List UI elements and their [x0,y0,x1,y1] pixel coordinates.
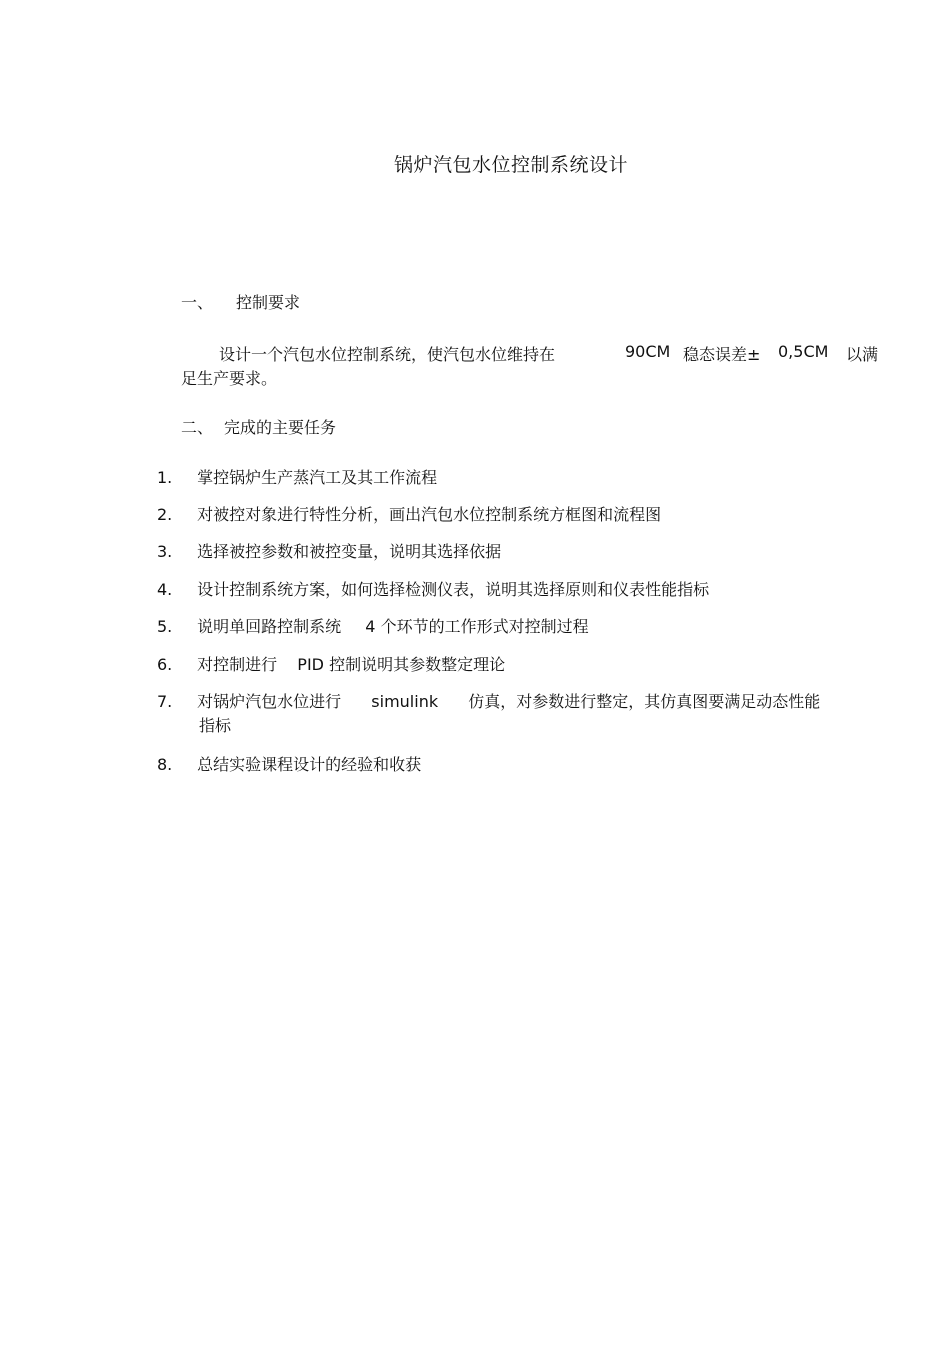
list-item-text: 对锅炉汽包水位进行 [197,692,342,711]
document-title: 锅炉汽包水位控制系统设计 [393,154,628,176]
list-item-text: 选择被控参数和被控变量，说明其选择依据 [197,542,502,561]
list-item-text: 对被控对象进行特性分析，画出汽包水位控制系统方框图和流程图 [197,505,662,524]
list-item [157,652,505,675]
list-item-index: 6. [157,655,173,674]
section-2-heading: 完成的主要任务 [224,418,337,437]
list-item-index: 1. [157,468,173,487]
list-item-text: PID 控制说明其参数整定理论 [297,655,506,674]
list-item [157,539,501,562]
list-item-text: 设计控制系统方案，如何选择检测仪表，说明其选择原则和仪表性能指标 [197,580,710,599]
list-item-index: 2. [157,505,173,524]
list-item-text: 掌控锅炉生产蒸汽工及其工作流程 [197,468,438,487]
list-item-index: 3. [157,542,173,561]
list-item-index: 8. [157,755,173,774]
list-item-text: 说明单回路控制系统 [197,617,342,636]
list-item [157,502,661,525]
list-item-index: 4. [157,580,173,599]
list-item-text: 对控制进行 [197,655,278,674]
list-item-text: 总结实验课程设计的经验和收获 [197,755,422,774]
list-item-index: 5. [157,617,173,636]
list-item-text: simulink [371,692,439,711]
section-1-paragraph-line2: 足生产要求。 [181,369,278,388]
section-1-paragraph-line1-b: 90CM [625,342,671,361]
list-item-index: 7. [157,692,173,711]
section-1-number: 一、 [181,293,214,312]
list-item-text: 仿真，对参数进行整定，其仿真图要满足动态性能 [468,692,821,711]
section-1-paragraph-line1-e: 以满 [846,345,879,364]
section-1-paragraph-line1-d: 0,5CM [778,342,829,361]
section-2-number: 二、 [181,418,214,437]
list-item [157,614,589,637]
list-item-continuation: 指标 [199,716,232,735]
section-1-heading: 控制要求 [236,293,301,312]
list-item [157,752,421,775]
list-item [157,577,709,600]
list-item-text: 4 个环节的工作形式对控制过程 [365,617,589,636]
list-item [157,689,820,737]
section-1-paragraph-line1-a: 设计一个汽包水位控制系统，使汽包水位维持在 [219,345,556,364]
list-item [157,465,437,488]
section-1-paragraph-line1-c: 稳态误差± [683,345,761,364]
